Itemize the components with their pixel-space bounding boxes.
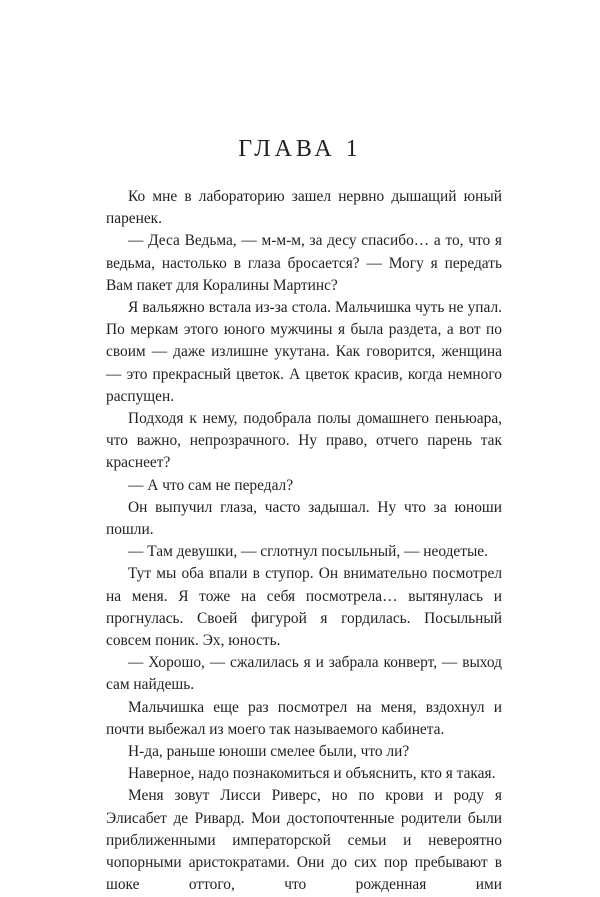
paragraph: Мальчишка еще раз посмотрел на меня, вздохнул и почти выбежал из моего так называемого кабинета. bbox=[106, 698, 502, 738]
paragraph-continued: Меня зовут Лисси Риверс, но по крови и роду я Элисабет де Ривард. Мои достопочтенные родители были приближенными императорской семьи и невероятно чопорными аристократами. Они до сих пор пребывают в шоке оттого, что рожденная ими bbox=[106, 787, 502, 894]
paragraph: Тут мы оба впали в ступор. Он внимательно посмотрел на меня. Я тоже на себя посмотрела… вытянулась и прогнулась. Своей фигурой я гордилась. Посыльный совсем поник. Эх, юность. bbox=[106, 565, 502, 650]
paragraph: Наверное, надо познакомиться и объяснить, кто я такая. bbox=[128, 765, 496, 783]
paragraph: — Деса Ведьма, — м-м-м, за десу спасибо… а то, что я ведьма, настолько в глаза бросается? — Могу я передать Вам пакет для Коралины Мартинс? bbox=[106, 232, 502, 294]
paragraph: — А что сам не передал? bbox=[128, 476, 294, 494]
paragraph: Ко мне в лабораторию зашел нервно дышащий юный паренек. bbox=[106, 188, 502, 228]
paragraph: Подходя к нему, подобрала полы домашнего пеньюара, что важно, непрозрачного. Ну право, отчего парень так краснеет? bbox=[106, 410, 502, 472]
paragraph: Н-да, раньше юноши смелее были, что ли? bbox=[128, 743, 410, 761]
paragraph: — Хорошо, — сжалилась я и забрала конверт, — выход сам найдешь. bbox=[106, 654, 502, 694]
paragraph: — Там девушки, — сглотнул посыльный, — неодетые. bbox=[128, 543, 488, 561]
chapter-body bbox=[106, 186, 502, 897]
paragraph: Я вальяжно встала из-за стола. Мальчишка чуть не упал. По меркам этого юного мужчины я была раздета, а вот по своим — даже излишне укутана. Как говорится, женщина — это прекрасный цветок. А цветок красив, когда немного распущен. bbox=[106, 299, 502, 405]
chapter-title: ГЛАВА 1 bbox=[238, 136, 362, 162]
paragraph: Он выпучил глаза, часто задышал. Ну что за юноши пошли. bbox=[106, 498, 502, 539]
